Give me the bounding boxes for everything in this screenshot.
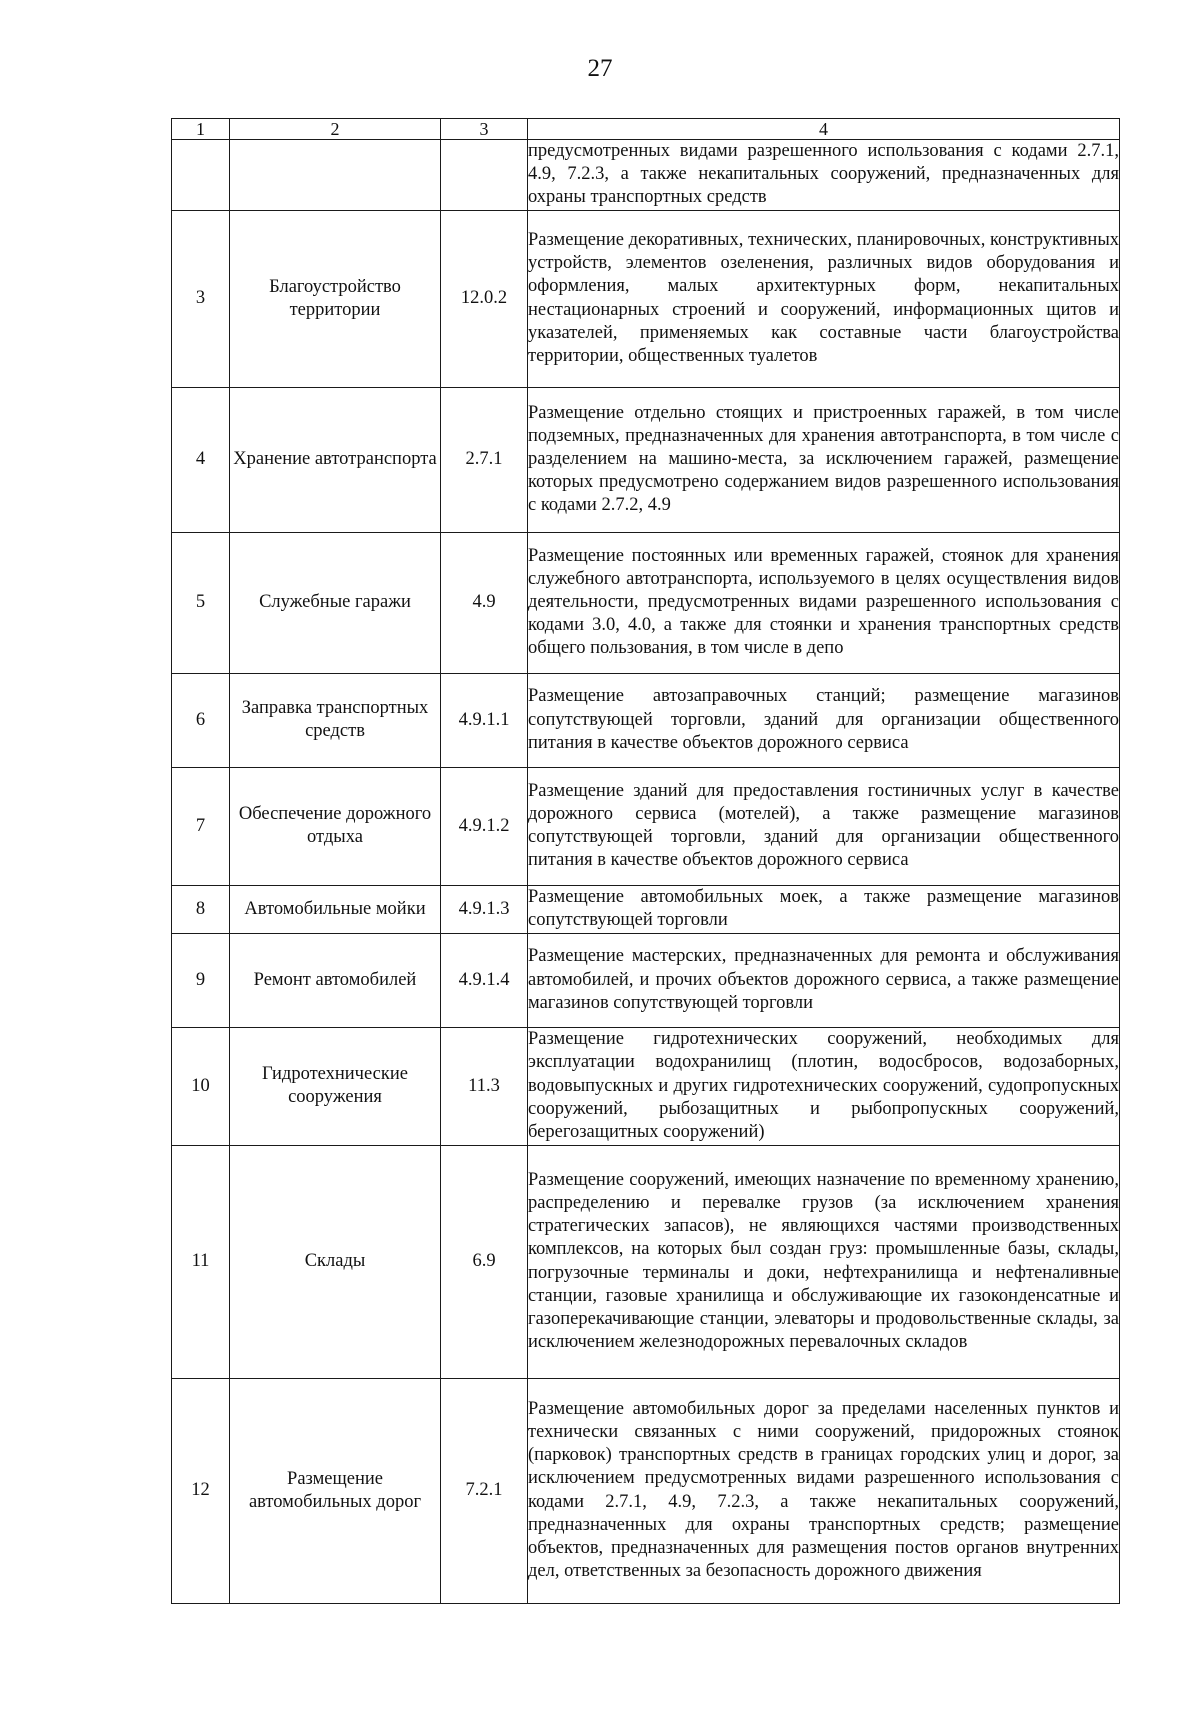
use-type-description: Размещение отдельно стоящих и пристроенных гаражей, в том числе подземных, предназначенных для хранения автотранспорта, в том числе с разделением на машино-места, за исключением гаражей, размещение которых предусмотрено содержанием видов разрешенного использования с кодами 2.7.2, 4.9: [528, 387, 1120, 532]
table-header: [172, 119, 1120, 140]
row-number: 12: [172, 1378, 230, 1603]
table-row: [172, 532, 1120, 673]
header-col-2: 2: [230, 119, 441, 140]
use-type-code: 4.9.1.4: [441, 933, 528, 1027]
table-body: [172, 140, 1120, 1604]
row-number: 5: [172, 532, 230, 673]
use-type-code: 4.9.1.3: [441, 885, 528, 933]
use-type-code: 4.9: [441, 532, 528, 673]
row-number: 10: [172, 1027, 230, 1145]
use-type-name: Склады: [230, 1145, 441, 1378]
table-row: [172, 1027, 1120, 1145]
use-type-code: 11.3: [441, 1027, 528, 1145]
table-row: [172, 210, 1120, 387]
row-number: 11: [172, 1145, 230, 1378]
header-row: [172, 119, 1120, 140]
use-type-name: Обеспечение дорожного отдыха: [230, 767, 441, 885]
use-type-code: 6.9: [441, 1145, 528, 1378]
table-row: [172, 387, 1120, 532]
use-type-code: 2.7.1: [441, 387, 528, 532]
use-type-code: [441, 140, 528, 211]
table-row: [172, 767, 1120, 885]
row-number: 7: [172, 767, 230, 885]
use-type-code: 4.9.1.2: [441, 767, 528, 885]
use-type-description: Размещение декоративных, технических, планировочных, конструктивных устройств, элементов озеленения, различных видов оборудования и оформления, малых архитектурных форм, некапитальных нестационарных строений и сооружений, информационных щитов и указателей, применяемых как составные части благоустройства территории, общественных туалетов: [528, 210, 1120, 387]
use-type-description: Размещение постоянных или временных гаражей, стоянок для хранения служебного автотранспорта, используемого в целях осуществления видов деятельности, предусмотренных видами разрешенного использования с кодами 3.0, 4.0, а также для стоянки и хранения транспортных средств общего пользования, в том числе в депо: [528, 532, 1120, 673]
table-row: [172, 933, 1120, 1027]
table-row: [172, 1145, 1120, 1378]
table-row: [172, 673, 1120, 767]
land-use-table: [171, 118, 1120, 1604]
use-type-description: Размещение зданий для предоставления гостиничных услуг в качестве дорожного сервиса (мотелей), а также размещение магазинов сопутствующей торговли, зданий для организации общественного питания в качестве объектов дорожного сервиса: [528, 767, 1120, 885]
table-row: [172, 1378, 1120, 1603]
use-type-name: [230, 140, 441, 211]
header-col-3: 3: [441, 119, 528, 140]
header-col-4: 4: [528, 119, 1120, 140]
page-number: 27: [587, 55, 613, 82]
header-col-1: 1: [172, 119, 230, 140]
use-type-name: Хранение автотранспорта: [230, 387, 441, 532]
use-type-name: Автомобильные мойки: [230, 885, 441, 933]
row-number: 3: [172, 210, 230, 387]
row-number: 8: [172, 885, 230, 933]
row-number: [172, 140, 230, 211]
use-type-code: 12.0.2: [441, 210, 528, 387]
row-number: 6: [172, 673, 230, 767]
use-type-code: 7.2.1: [441, 1378, 528, 1603]
row-number: 4: [172, 387, 230, 532]
use-type-name: Благоустройство территории: [230, 210, 441, 387]
use-type-description: предусмотренных видами разрешенного использования с кодами 2.7.1, 4.9, 7.2.3, а также некапитальных сооружений, предназначенных для охраны транспортных средств: [528, 140, 1120, 211]
use-type-name: Размещение автомобильных дорог: [230, 1378, 441, 1603]
table-row: [172, 140, 1120, 211]
use-type-description: Размещение мастерских, предназначенных для ремонта и обслуживания автомобилей, и прочих объектов дорожного сервиса, а также размещение магазинов сопутствующей торговли: [528, 933, 1120, 1027]
use-type-description: Размещение гидротехнических сооружений, необходимых для эксплуатации водохранилищ (плотин, водосбросов, водозаборных, водовыпускных и других гидротехнических сооружений, судопропускных сооружений, рыбозащитных и рыбопропускных сооружений, берегозащитных сооружений): [528, 1027, 1120, 1145]
use-type-description: Размещение автомобильных моек, а также размещение магазинов сопутствующей торговли: [528, 885, 1120, 933]
use-type-description: Размещение автозаправочных станций; размещение магазинов сопутствующей торговли, зданий для организации общественного питания в качестве объектов дорожного сервиса: [528, 673, 1120, 767]
table-row: [172, 885, 1120, 933]
use-type-name: Служебные гаражи: [230, 532, 441, 673]
use-type-name: Гидротехнические сооружения: [230, 1027, 441, 1145]
use-type-description: Размещение сооружений, имеющих назначение по временному хранению, распределению и перевалке грузов (за исключением хранения стратегических запасов), не являющихся частями производственных комплексов, на которых был создан груз: промышленные базы, склады, погрузочные терминалы и доки, нефтехранилища и нефтеналивные станции, газовые хранилища и обслуживающие их газоконденсатные и газоперекачивающие станции, элеваторы и продовольственные склады, за исключением железнодорожных перевалочных складов: [528, 1145, 1120, 1378]
use-type-name: Заправка транспортных средств: [230, 673, 441, 767]
row-number: 9: [172, 933, 230, 1027]
use-type-description: Размещение автомобильных дорог за пределами населенных пунктов и технически связанных с ними сооружений, придорожных стоянок (парковок) транспортных средств в границах городских улиц и дорог, за исключением предусмотренных видами разрешенного использования с кодами 2.7.1, 4.9, 7.2.3, а также некапитальных сооружений, предназначенных для охраны транспортных средств; размещение объектов, предназначенных для размещения постов органов внутренних дел, ответственных за безопасность дорожного движения: [528, 1378, 1120, 1603]
use-type-name: Ремонт автомобилей: [230, 933, 441, 1027]
use-type-code: 4.9.1.1: [441, 673, 528, 767]
